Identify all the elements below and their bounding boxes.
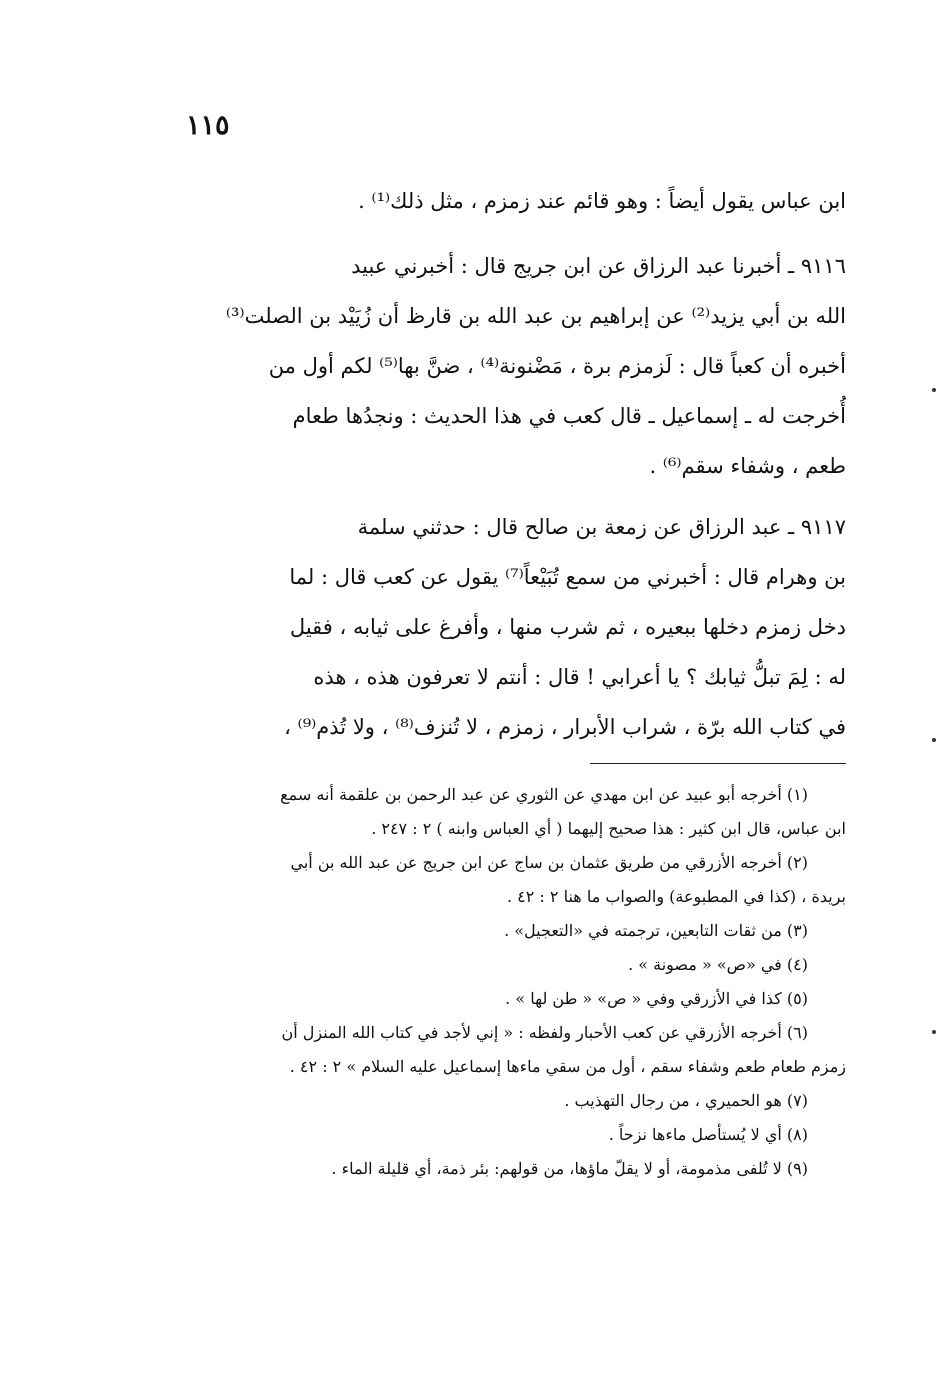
footnotes — [186, 778, 846, 1186]
scan-speck — [932, 1030, 936, 1034]
scan-speck — [932, 738, 936, 742]
intro-paragraph — [186, 176, 846, 226]
text-line: ابن عباس يقول أيضاً : وهو قائم عند زمزم ، مثل ذلك⁽¹⁾ . — [358, 189, 846, 213]
text-line: ٩١١٦ ـ أخبرنا عبد الرزاق عن ابن جريج قال : أخبرني عبيد — [351, 254, 846, 278]
footnote-4: (٤) في «ص» « مصونة » . — [628, 955, 808, 974]
footnote-8: (٨) أي لا يُستأصل ماءها نزحاً . — [608, 1125, 808, 1144]
footnote-divider — [590, 763, 846, 764]
footnote-2: (٢) أخرجه الأزرقي من طريق عثمان بن ساج عن ابن جريج عن عبد الله بن أبي — [290, 853, 808, 872]
text-line: دخل زمزم دخلها ببعيره ، ثم شرب منها ، وأفرغ على ثيابه ، فقيل — [289, 615, 846, 639]
footnote-6: (٦) أخرجه الأزرقي عن كعب الأحبار ولفظه : « إني لأجد في كتاب الله المنزل أن — [281, 1023, 808, 1042]
footnote-9: (٩) لا تُلفى مذمومة، أو لا يقلّ ماؤها، من قولهم: بئر ذمة، أي قليلة الماء . — [331, 1159, 808, 1178]
footnote-6-cont: زمزم طعام طعم وشفاء سقم ، أول من سقي ماءها إسماعيل عليه السلام » ٢ : ٤٢ . — [289, 1057, 846, 1076]
hadith-9117 — [186, 502, 846, 752]
text-line: له : لِمَ تبلُّ ثيابك ؟ يا أعرابي ! قال : أنتم لا تعرفون هذه ، هذه — [313, 665, 846, 689]
hadith-9116 — [186, 241, 846, 491]
text-line: أخبره أن كعباً قال : لَزمزم برة ، مَضْنونة⁽⁴⁾ ، ضنَّ بها⁽⁵⁾ لكم أول من — [268, 354, 846, 378]
footnote-7: (٧) هو الحميري ، من رجال التهذيب . — [564, 1091, 808, 1110]
page-number: ١١٥ — [186, 110, 230, 141]
footnote-2-cont: بريدة ، (كذا في المطبوعة) والصواب ما هنا ٢ : ٤٢ . — [506, 887, 846, 906]
footnote-1: (١) أخرجه أبو عبيد عن ابن مهدي عن الثوري عن عبد الرحمن بن علقمة أنه سمع — [280, 785, 808, 804]
text-line: أُخرجت له ـ إسماعيل ـ قال كعب في هذا الحديث : ونجدُها طعام — [292, 404, 846, 428]
text-line: ٩١١٧ ـ عبد الرزاق عن زمعة بن صالح قال : حدثني سلمة — [357, 515, 846, 539]
footnote-5: (٥) كذا في الأزرقي وفي « ص» « طن لها » . — [505, 989, 808, 1008]
scan-speck — [932, 388, 936, 392]
text-line: بن وهرام قال : أخبرني من سمع تُبَيْعاً⁽⁷⁾ يقول عن كعب قال : لما — [289, 565, 846, 589]
footnote-1-cont: ابن عباس، قال ابن كثير : هذا صحيح إليهما ( أي العباس وابنه ) ٢ : ٢٤٧ . — [371, 819, 846, 838]
text-line: الله بن أبي يزيد⁽²⁾ عن إبراهيم بن عبد الله بن قارظ أن زُيَيْد بن الصلت⁽³⁾ — [225, 304, 846, 328]
text-line: في كتاب الله برّة ، شراب الأبرار ، زمزم ، لا تُنزف⁽⁸⁾ ، ولا تُذم⁽⁹⁾ ، — [284, 715, 846, 739]
footnote-3: (٣) من ثقات التابعين، ترجمته في «التعجيل» . — [504, 921, 808, 940]
text-line: طعم ، وشفاء سقم⁽⁶⁾ . — [649, 454, 846, 478]
